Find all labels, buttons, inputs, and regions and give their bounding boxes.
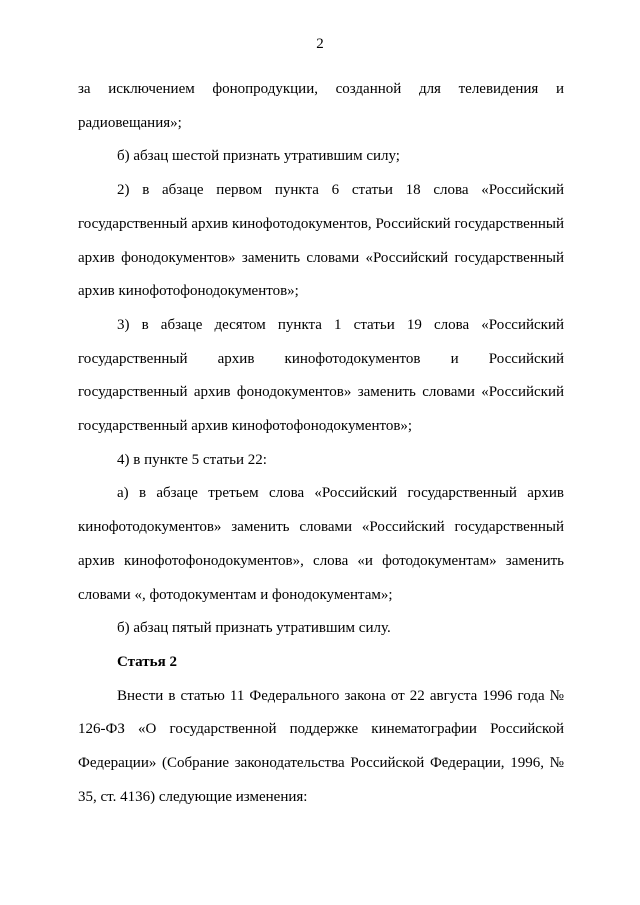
- paragraph-article-2-intro: Внести в статью 11 Федерального закона от 22 августа 1996 года № 126-ФЗ «О государственной поддержке кинематографии Российской Федерации» (Собрание законодательства Российской Федерации, 1996, № 35, ст. 4136) следующие изменения:: [78, 687, 564, 805]
- paragraph-item-2: 2) в абзаце первом пункта 6 статьи 18 слова «Российский государственный архив кинофотодокументов, Российский государственный архив фонодокументов» заменить словами «Российский государственный архив кинофотофонодокументов»;: [78, 182, 564, 300]
- paragraph-item-b-fifth: б) абзац пятый признать утратившим силу.: [117, 620, 391, 637]
- paragraph-item-a: а) в абзаце третьем слова «Российский государственный архив кинофотодокументов» заменить словами «Российский государственный архив кинофотофонодокументов», слова «и фотодокументам» заменить словами «, фотодокументам и фонодокументам»;: [78, 485, 564, 603]
- paragraph-item-4: 4) в пункте 5 статьи 22:: [117, 451, 267, 468]
- page-number: 2: [316, 36, 324, 52]
- document-body: [78, 73, 564, 814]
- paragraph-item-b-sixth: б) абзац шестой признать утратившим силу;: [117, 148, 400, 165]
- article-heading: Статья 2: [117, 653, 177, 670]
- paragraph-item-3: 3) в абзаце десятом пункта 1 статьи 19 слова «Российский государственный архив кинофотодокументов и Российский государственный архив фонодокументов» заменить словами «Российский государственный архив кинофотофонодокументов»;: [78, 316, 564, 435]
- paragraph-continuation: за исключением фонопродукции, созданной для телевидения и радиовещания»;: [78, 81, 564, 131]
